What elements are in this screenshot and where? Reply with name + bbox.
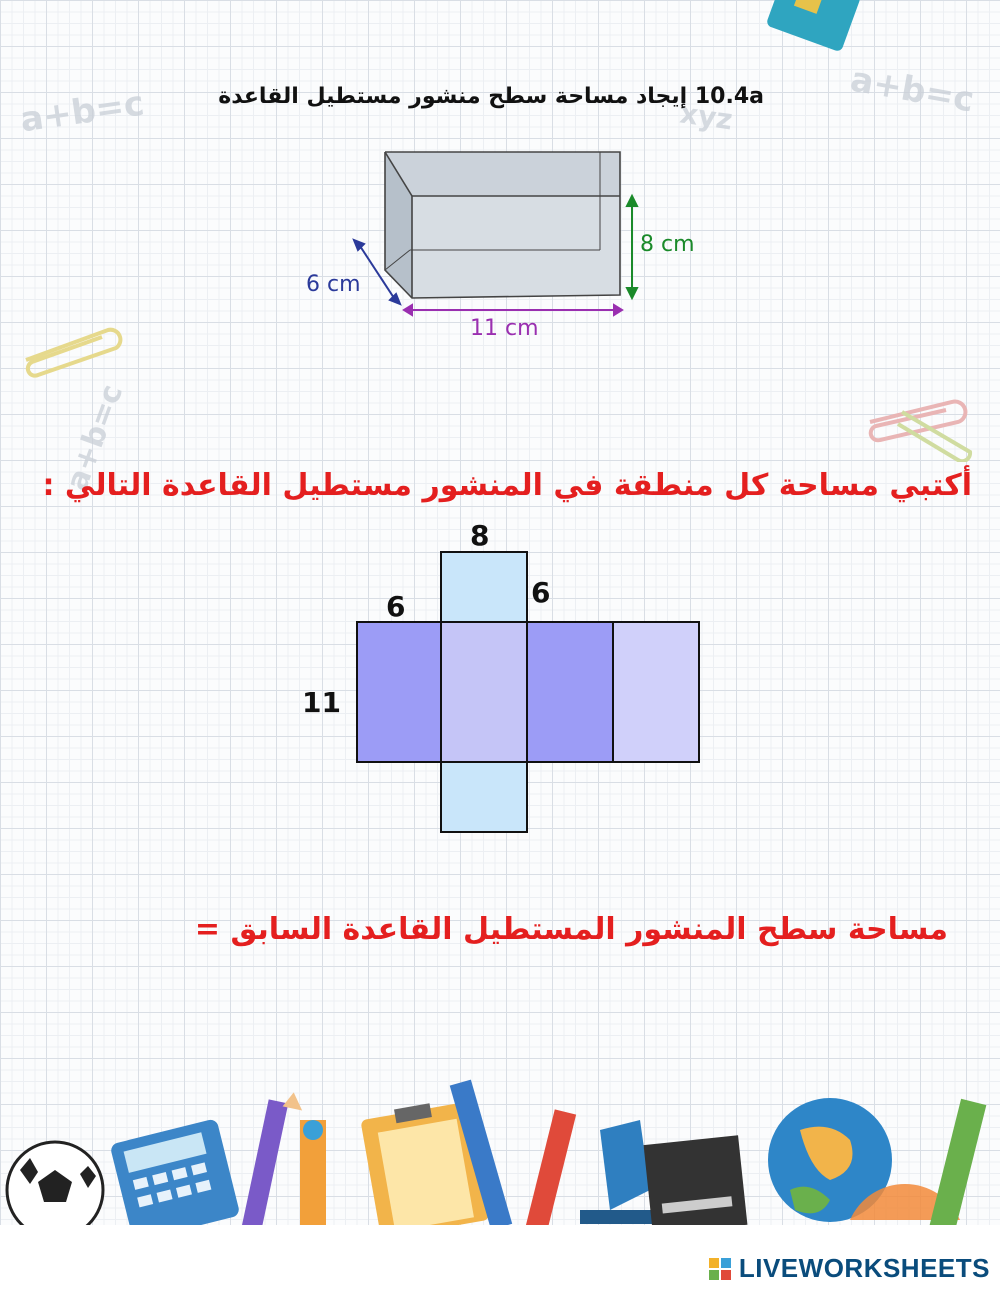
net-face-back (612, 621, 700, 763)
page-title: 10.4a إيجاد مساحة سطح منشور مستطيل القاعدة (218, 84, 764, 109)
net-side-label: 11 (302, 686, 341, 719)
school-supplies-illustration (0, 1060, 1000, 1225)
liveworksheets-logo[interactable] (709, 1253, 990, 1284)
net-face-front (440, 621, 528, 763)
net-left-label: 6 (386, 590, 406, 623)
logo-icon (709, 1258, 731, 1280)
net-top-label: 8 (470, 519, 490, 552)
paperclip-icon (862, 392, 982, 462)
instruction-text: أكتبي مساحة كل منطقة في المنشور مستطيل القاعدة التالي : (42, 468, 972, 503)
net-face-left (356, 621, 442, 763)
net-face-right (526, 621, 614, 763)
brand-name: LIVEWORKSHEETS (738, 1253, 990, 1283)
height-label: 8 cm (640, 232, 695, 257)
decor-formula: xyz (677, 96, 735, 137)
ruler-icon (760, 0, 860, 60)
decor-formula: a+b=c (59, 379, 131, 496)
net-face-top (440, 551, 528, 623)
length-arrow (404, 305, 622, 315)
decor-formula: a+b=c (17, 83, 147, 141)
length-label: 11 cm (470, 316, 539, 341)
net-right-label: 6 (531, 576, 551, 609)
height-arrow (627, 196, 637, 298)
paperclip-icon (18, 320, 128, 380)
decor-formula: a+b=c (847, 59, 977, 121)
net-face-bottom (440, 761, 528, 833)
depth-label: 6 cm (306, 272, 361, 297)
answer-prompt: مساحة سطح المنشور المستطيل القاعدة السابق = (194, 912, 948, 947)
